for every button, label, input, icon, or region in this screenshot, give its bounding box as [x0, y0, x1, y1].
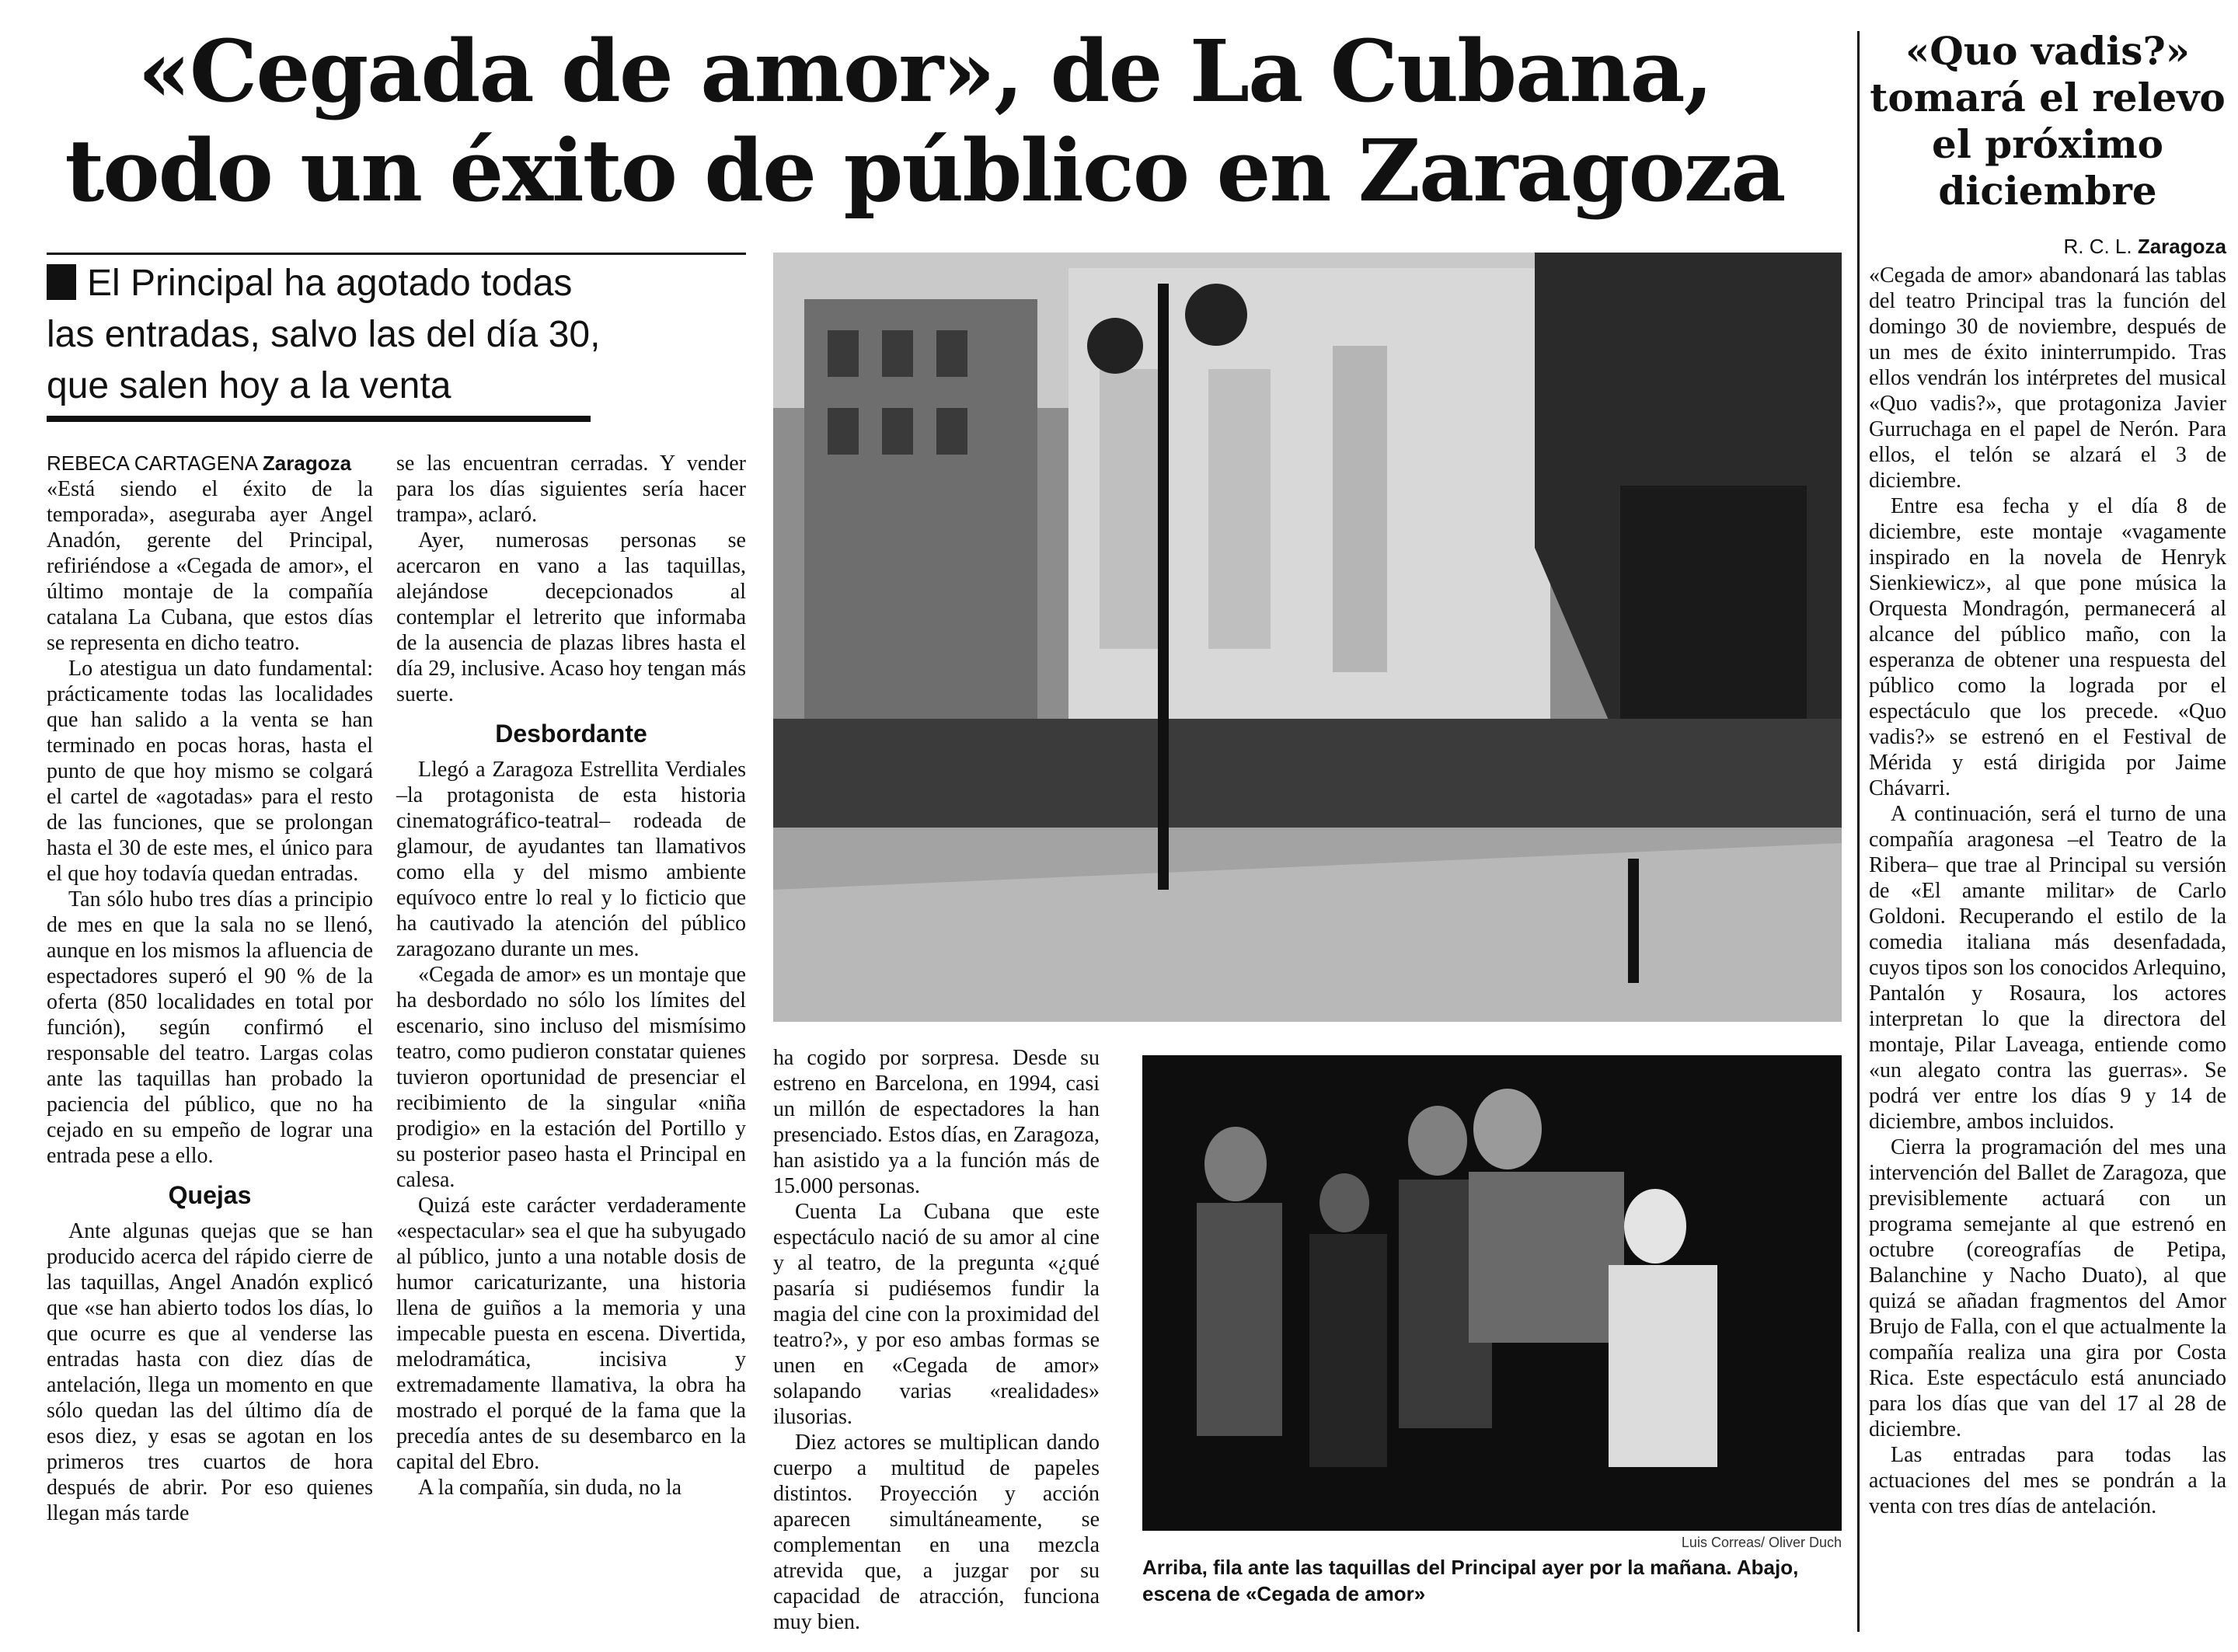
- deck-bottom-rule: [47, 416, 591, 422]
- col1-paragraph: «Está siendo el éxito de la temporada», aseguraba ayer Angel Anadón, gerente del Principal, refiriéndose a «Cegada de amor», el último montaje de la compañía catalana La Cubana, que estos días se representa en dicho teatro.: [47, 477, 373, 655]
- headline-line-2: todo un éxito de público en Zaragoza: [64, 120, 1785, 221]
- photo-caption: Arriba, fila ante las taquillas del Principal ayer por la mañana. Abajo, escena de «Cegada de amor»: [1142, 1556, 1799, 1605]
- article-column-3: [773, 1045, 1100, 1635]
- byline: [47, 451, 373, 476]
- photo-stage-scene: [1142, 1055, 1842, 1531]
- photo-queue-at-theatre: [773, 253, 1842, 1022]
- col3-paragraph: Cuenta La Cubana que este espectáculo nació de su amor al cine y al teatro, de la pregunta «¿qué pasaría si pudiésemos fundir la magia del cine con la proximidad del teatro?», y por eso ambas formas se unen en «Cegada de amor» solapando varias «realidades» ilusorias.: [773, 1200, 1100, 1429]
- deck-line-3: que salen hoy a la venta: [47, 365, 451, 406]
- sidebar-body: [1869, 263, 2226, 1519]
- photo-stage-illustration: [1142, 1055, 1842, 1531]
- sidebar-byline-place: Zaragoza: [2137, 235, 2226, 258]
- col2-paragraph: «Cegada de amor» es un montaje que ha desbordado no sólo los límites del escenario, sino incluso del mismísimo teatro, como pudieron constatar quienes tuvieron oportunidad de presenciar el recibimiento de la singular «niña prodigio» en la estación del Portillo y su posterior paseo hasta el Principal en calesa.: [396, 963, 746, 1192]
- deck-line-2: las entradas, salvo las del día 30,: [47, 314, 601, 355]
- col2-paragraph: A la compañía, sin duda, no la: [418, 1476, 682, 1500]
- subhead-desbordante: Desbordante: [495, 720, 647, 748]
- col1-paragraph: Tan sólo hubo tres días a principio de mes en que la sala no se llenó, aunque en los mismos la afluencia de espectadores superó el 90 % de la oferta (850 localidades en total por función), según confirmó el responsable del teatro. Largas colas ante las taquillas han probado la paciencia del público, que no ha cejado en su empeño de lograr una entrada pese a ello.: [47, 887, 373, 1168]
- col2-paragraph: Ayer, numerosas personas se acercaron en vano a las taquillas, alejándose decepcionados al contemplar el letrerito que informaba de la ausencia de plazas libres hasta el día 29, inclusive. Acaso hoy tengan más suerte.: [396, 528, 746, 706]
- col2-paragraph: Llegó a Zaragoza Estrellita Verdiales –la protagonista de esta historia cinematográfico-teatral– rodeada de glamour, de ayudantes tan llamativos como ella y del mismo ambiente equívoco entre lo real y lo ficticio que ha cautivado la atención del público zaragozano durante un mes.: [396, 758, 746, 961]
- col3-paragraph: ha cogido por sorpresa. Desde su estreno en Barcelona, en 1994, casi un millón de espectadores la han presenciado. Estos días, en Zaragoza, han asistido ya a la función más de 15.000 personas.: [773, 1046, 1100, 1198]
- sidebar-byline-name: R. C. L.: [2063, 235, 2132, 258]
- sidebar-title-line-3: el próximo: [1932, 121, 2163, 167]
- article-column-2: [396, 451, 746, 1500]
- article-column-1: [47, 451, 373, 1526]
- col1-paragraph: Lo atestigua un dato fundamental: prácticamente todas las localidades que han salido a la venta se han terminado en pocas horas, hasta el punto de que hoy mismo se colgará el cartel de «agotadas» para el resto de las funciones, que se prolongan hasta el 30 de este mes, el único para el que hoy todavía quedan entradas.: [47, 657, 373, 886]
- col2-paragraph: Quizá este carácter verdaderamente «espectacular» sea el que ha subyugado al público, junto a una notable dosis de humor caricaturizante, una historia llena de guiños a la memoria y una impecable puesta en escena. Divertida, melodramática, incisiva y extremadamente llamativa, la obra ha mostrado el porqué de la fama que la precedía antes de su desembarco en la capital del Ebro.: [396, 1194, 746, 1474]
- col1-paragraph: Ante algunas quejas que se han producido acerca del rápido cierre de las taquillas, Angel Anadón explicó que «se han abierto todos los días, lo que ocurre es que al venderse las entradas hasta con diez días de antelación, llega un momento en que sólo quedan las del último día de esos diez, y esas se agotan en los primeros tres cuartos de hora después de abrir. Por eso quienes llegan más tarde: [47, 1219, 373, 1525]
- deck-line-1: El Principal ha agotado todas: [87, 263, 573, 304]
- col3-paragraph: Diez actores se multiplican dando cuerpo a multitud de papeles distintos. Proyección y acción aparecen simultáneamente, se complementan en una mezcla atrevida que, a juzgar por su capacidad de atracción, funciona muy bien.: [773, 1431, 1100, 1634]
- sidebar-paragraph: Las entradas para todas las actuaciones del mes se pondrán a la venta con tres días de antelación.: [1869, 1443, 2226, 1518]
- sidebar-paragraph: Entre esa fecha y el día 8 de diciembre, este montaje «vagamente inspirado en la novela de Henryk Sienkiewicz», al que pone música la Orquesta Mondragón, permanecerá al alcance del público maño, con la esperanza de obtener una respuesta del público como la lograda por el espectáculo que los precede. «Quo vadis?» se estrenó en el Festival de Mérida y está dirigida por Jaime Chávarri.: [1869, 494, 2226, 800]
- byline-name: REBECA CARTAGENA: [47, 451, 257, 475]
- subhead-quejas: Quejas: [168, 1181, 252, 1209]
- sidebar-title-line-1: «Quo vadis?»: [1905, 28, 2190, 74]
- photo-queue-illustration: [773, 253, 1842, 1022]
- sidebar-paragraph: A continuación, será el turno de una compañía aragonesa –el Teatro de la Ribera– que trae al Principal su versión de «El amante militar» de Carlo Goldoni. Recuperando el estilo de la comedia italiana más desenfadada, cuyos tipos son los conocidos Arlequino, Pantalón y Rosaura, los actores interpretan lo que la directora del montaje, Pilar Laveaga, entiende como «un alegato contra las guerras». Se podrá ver entre los días 9 y 14 de diciembre, ambos incluidos.: [1869, 802, 2226, 1134]
- byline-place: Zaragoza: [262, 451, 352, 475]
- deck: [47, 258, 746, 412]
- sidebar-title-line-2: tomará el relevo: [1870, 75, 2226, 120]
- sidebar-byline: [1869, 235, 2226, 258]
- deck-line-1-wrap: [47, 258, 746, 309]
- sidebar-title: [1869, 28, 2226, 214]
- photo-credit: Luis Correas/ Oliver Duch: [1681, 1535, 1842, 1550]
- col2-paragraph: se las encuentran cerradas. Y vender para los días siguientes sería hacer trampa», aclaró.: [396, 451, 746, 527]
- sidebar-paragraph: «Cegada de amor» abandonará las tablas del teatro Principal tras la función del domingo 30 de noviembre, después de un mes de éxito ininterrumpido. Tras ellos vendrán los intérpretes del musical «Quo vadis?», que protagoniza Javier Gurruchaga en el papel de Nerón. Para ellos, el telón se alzará el 3 de diciembre.: [1869, 263, 2226, 493]
- deck-top-rule: [47, 253, 746, 255]
- headline: [47, 22, 1803, 221]
- headline-line-1: «Cegada de amor», de La Cubana,: [138, 21, 1712, 121]
- sidebar-divider: [1857, 31, 1860, 1632]
- square-bullet-icon: [47, 264, 76, 300]
- sidebar-title-line-4: diciembre: [1938, 168, 2157, 214]
- sidebar-paragraph: Cierra la programación del mes una intervención del Ballet de Zaragoza, que previsiblemente actuará con un programa semejante al que estrenó en octubre (coreografías de Petipa, Balanchine y Nacho Duato), al que quizá se añadan fragmentos del Amor Brujo de Falla, con el que actualmente la compañía realiza una gira por Costa Rica. Este espectáculo está anunciado para los días que van del 17 al 28 de diciembre.: [1869, 1135, 2226, 1441]
